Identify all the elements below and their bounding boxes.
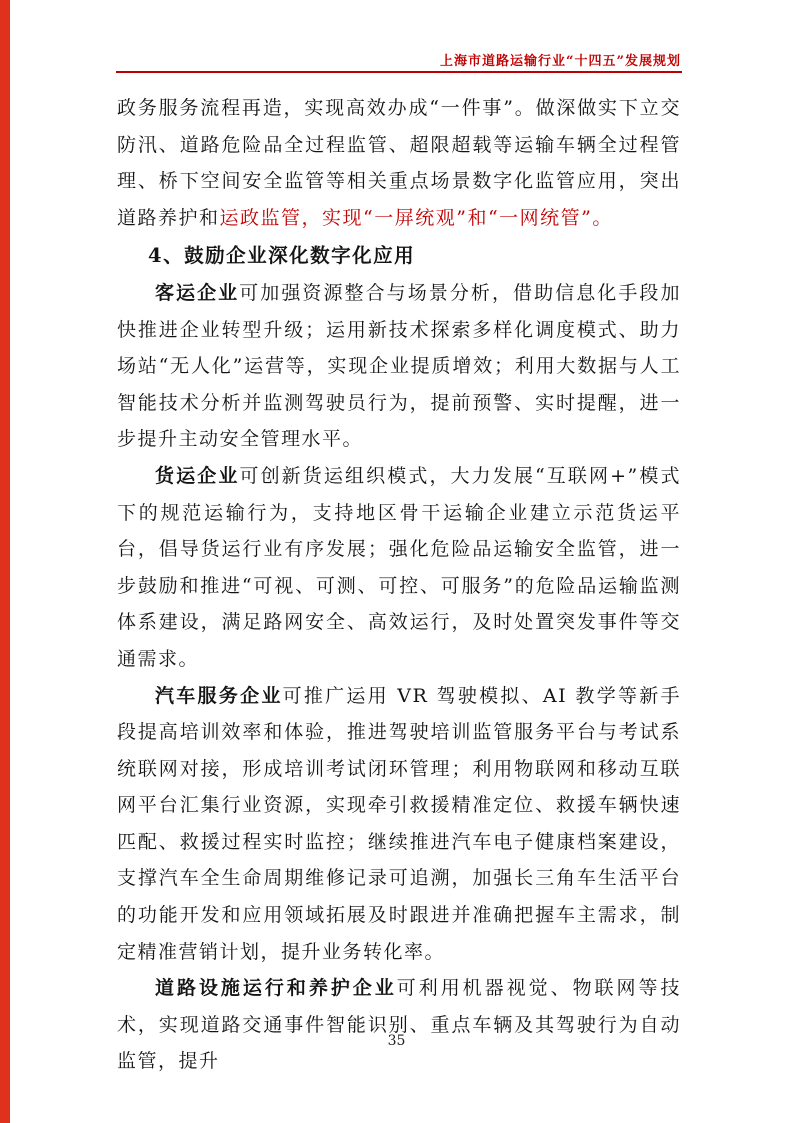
section-heading [117,238,681,275]
text-segment-normal: 4、鼓励企业深化数字化应用 [148,244,416,268]
text-segment-normal: 可利用机器视觉、物联网等技术，实现道路交通事件智能识别、重点车辆及其驾驶行为自动监管，提升 [117,977,681,1073]
text-segment-normal: 可加强资源整合与场景分析，借助信息化手段加快推进企业转型升级；运用新技术探索多样化调度模式、助力场站“无人化”运营等，实现企业提质增效；利用大数据与人工智能技术分析并监测驾驶员行为，提前预警、实时提醒，进一步提升主动安全管理水平。 [117,281,681,451]
paragraph [117,678,681,971]
text-segment-bold: 汽车服务企业 [155,684,283,707]
page-number: 35 [387,1033,406,1049]
text-segment-bold: 道路设施运行和养护企业 [155,977,397,1000]
paragraph [117,275,681,458]
text-segment-normal: 可推广运用 VR 驾驶模拟、AI 教学等新手段提高培训效率和体验，推进驾驶培训监管服务平台与考试系统联网对接，形成培训考试闭环管理；利用物联网和移动互联网平台汇集行业资源，实现牵引救援精准定位、救援车辆快速匹配、救援过程实时监控；继续推进汽车电子健康档案建设，支撑汽车全生命周期维修记录可追溯，加强长三角车生活平台的功能开发和应用领域拓展及时跟进并准确把握车主需求，制定精准营销计划，提升业务转化率。 [117,684,681,963]
text-segment-normal: 政务服务流程再造，实现高效办成“一件事”。做深做实下立交防汛、道路危险品全过程监管、超限超载等运输车辆全过程管理、桥下空间安全监管等相关重点场景数字化监管应用，突出道路养护和 [117,97,681,229]
text-segment-bold: 货运企业 [155,464,240,487]
text-segment-normal: 可创新货运组织模式，大力发展“互联网+”模式下的规范运输行为，支持地区骨干运输企业建立示范货运平台，倡导货运行业有序发展；强化危险品运输安全监管，进一步鼓励和推进“可视、可测、可控、可服务”的危险品运输监测体系建设，满足路网安全、高效运行，及时处置突发事件等交通需求。 [117,464,681,670]
paragraph [117,970,681,1080]
paragraph [117,90,681,236]
text-segment-red: 运政监管，实现“一屏统观”和“一网统管”。 [219,206,613,229]
paragraph [117,458,681,678]
document-body [117,90,681,1080]
text-segment-bold: 客运企业 [155,281,240,304]
page-header-title: 上海市道路运输行业“十四五”发展规划 [440,54,681,69]
left-accent-bar [0,0,10,1123]
header-rule [116,71,682,73]
